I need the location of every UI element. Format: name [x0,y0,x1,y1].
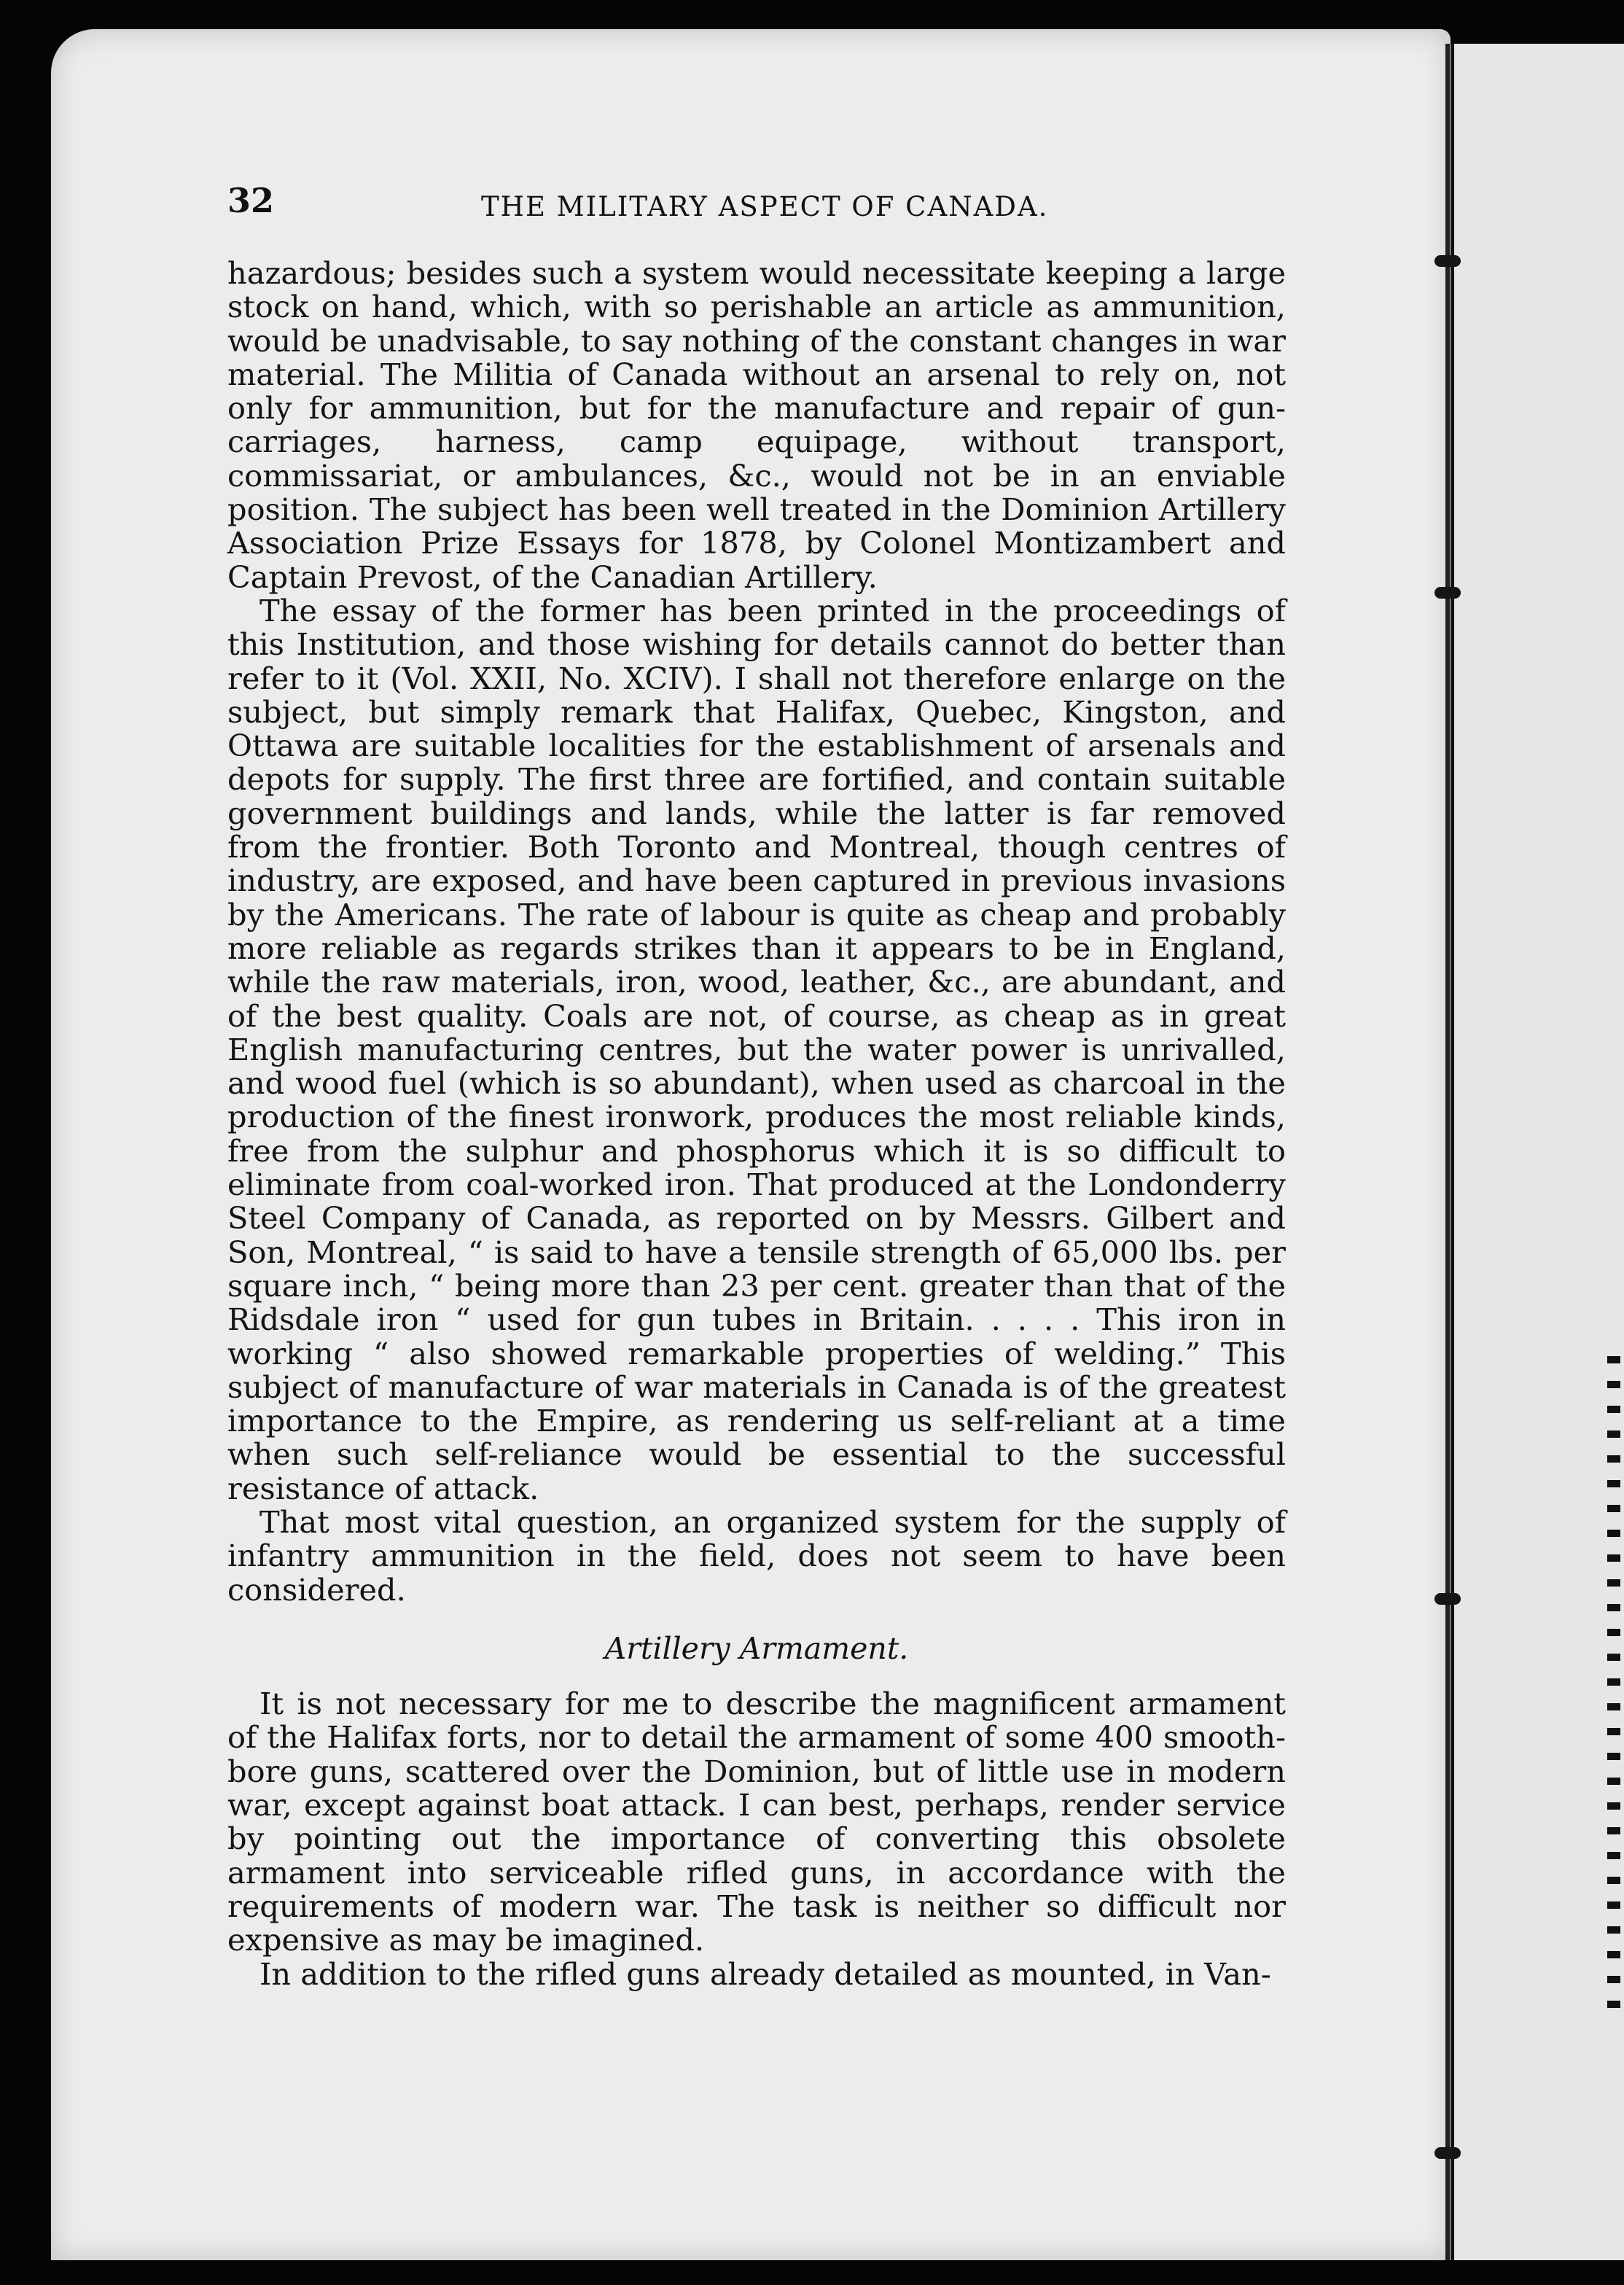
facing-page [1451,44,1624,2260]
body-text [227,257,1286,1991]
binding-stitch [1434,1593,1461,1605]
binding-stitch [1434,2147,1461,2159]
section-heading: Artillery Armament. [604,1630,909,1666]
page-number: 32 [227,181,275,220]
paragraph: In addition to the rifled guns already detailed as mounted, in Van- [259,1955,1271,1992]
paragraph: It is not necessary for me to describe the magnificent armament of the Halifax forts, nor to detail the armament of some 400 smooth-bore guns, scattered over the Dominion, but of little use in modern war, except against boat attack. I can best, perhaps, render service by pointing out the importance of converting this obsolete armament into serviceable rifled guns, in accordance with the requirements of modern war. The task is neither so difficult nor expensive as may be imagined. [227,1686,1286,1958]
running-title: THE MILITARY ASPECT OF CANADA. [481,191,1049,222]
paragraph: hazardous; besides such a system would necessitate keeping a large stock on hand, which, with so perishable an article as ammunition, would be unadvisable, to say nothing of the constant changes in war material. The Militia of Canada without an arsenal to rely on, not only for ammunition, but for the manufacture and repair of gun-carriages, harness, camp equipage, without transport, commissariat, or ambulances, &c., would not be in an enviable position. The subject has been well treated in the Dominion Artillery Association Prize Essays for 1878, by Colonel Montizambert and Captain Prevost, of the Canadian Artillery. [227,255,1286,595]
book-binding [1445,44,1450,2260]
binding-stitch [1434,255,1461,267]
paragraph: The essay of the former has been printed in the proceedings of this Institution, and those wishing for details cannot do better than refer to it (Vol. XXII, No. XCIV). I shall not therefore enlarge on the subject, but simply remark that Halifax, Quebec, Kingston, and Ottawa are suitable localities for the establishment of arsenals and depots for supply. The first three are fortified, and contain suitable government buildings and lands, while the latter is far removed from the frontier. Both Toronto and Montreal, though centres of industry, are exposed, and have been captured in previous invasions by the Americans. The rate of labour is quite as cheap and probably more reliable as regards strikes than it appears to be in England, while the raw materials, iron, wood, leather, &c., are abundant, and of the best quality. Coals are not, of course, as cheap as in great English manufacturing centres, but the water power is unrivalled, and wood fuel (which is so abundant), when used as charcoal in the production of the finest ironwork, produces the most reliable kinds, free from the sulphur and phosphorus which it is so difficult to eliminate from coal-worked iron. That produced at the Londonderry Steel Company of Canada, as reported on by Messrs. Gilbert and Son, Montreal, “ is said to have a tensile strength of 65,000 lbs. per square inch, “ being more than 23 per cent. greater than that of the Ridsdale iron “ used for gun tubes in Britain. . . . . This iron in working “ also showed remarkable properties of welding.” This subject of manufacture of war materials in Canada is of the greatest importance to the Empire, as rendering us self-reliant at a time when such self-reliance would be essential to the successful resistance of attack. [227,592,1286,1506]
paragraph: That most vital question, an organized system for the supply of infantry ammunition in the field, does not seem to have been considered. [227,1503,1286,1608]
binding-stitch [1434,587,1461,599]
facing-page-edge-marks [1607,1356,1620,2012]
